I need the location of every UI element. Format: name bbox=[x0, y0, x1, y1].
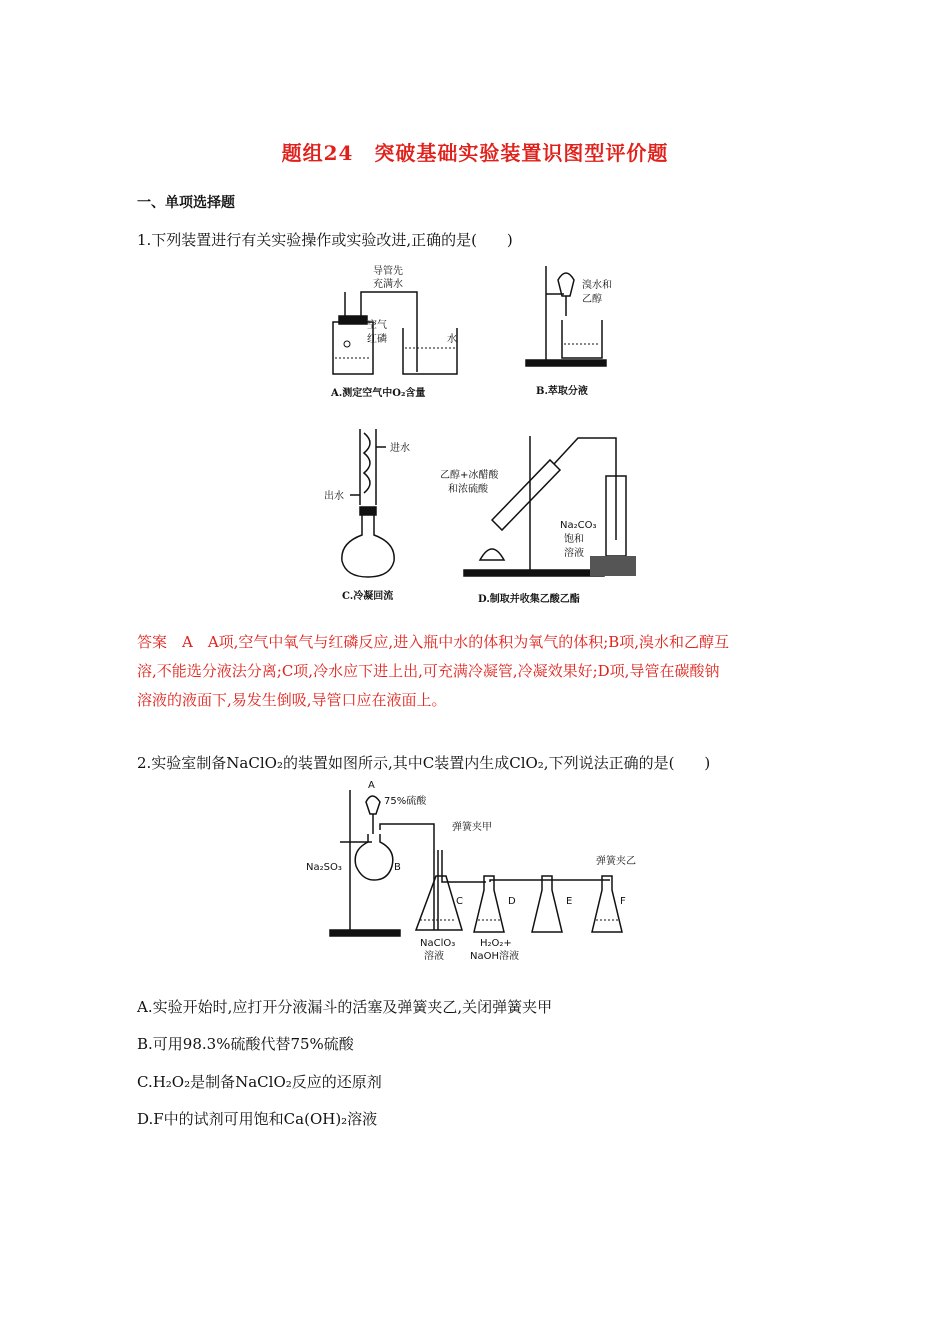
figure-c-label-out: 出水 bbox=[324, 491, 344, 502]
option-a: A.实验开始时,应打开分液漏斗的活塞及弹簧夹乙,关闭弹簧夹甲 bbox=[137, 998, 553, 1016]
answer-line: 答案 A A项,空气中氧气与红磷反应,进入瓶中水的体积为氧气的体积;B项,溴水和乙醇互 bbox=[137, 633, 730, 651]
figure-q2-label-sol: 溶液 bbox=[424, 951, 444, 962]
option-b: B.可用98.3%硫酸代替75%硫酸 bbox=[137, 1035, 354, 1053]
figure-q2-label-h2o2: H₂O₂+ bbox=[480, 938, 512, 949]
figure-q2-label-acid: 75%硫酸 bbox=[384, 796, 427, 807]
figure-q2-label-na2so3: Na₂SO₃ bbox=[306, 862, 342, 873]
option-c: C.H₂O₂是制备NaClO₂反应的还原剂 bbox=[137, 1073, 382, 1091]
figure-q2-label-clip1: 弹簧夹甲 bbox=[452, 822, 492, 833]
question-1-stem: 1.下列装置进行有关实验操作或实验改进,正确的是( ) bbox=[137, 231, 513, 249]
figure-q2-label-d: D bbox=[508, 896, 516, 907]
figure-b-label-1: 溴水和 bbox=[582, 280, 612, 291]
figure-d-label-2: 和浓硫酸 bbox=[448, 484, 488, 495]
section-heading: 一、单项选择题 bbox=[137, 195, 235, 211]
figure-b-caption: B.萃取分液 bbox=[536, 386, 588, 397]
figure-q2-label-c: C bbox=[456, 896, 463, 907]
page-title: 题组24 突破基础实验装置识图型评价题 bbox=[281, 141, 669, 165]
figure-d bbox=[440, 430, 640, 608]
figure-q2-label-clip2: 弹簧夹乙 bbox=[596, 856, 636, 867]
figure-q2-label-naoh: NaOH溶液 bbox=[470, 951, 519, 962]
figure-c bbox=[320, 425, 440, 605]
figure-a bbox=[325, 262, 475, 402]
figure-a-label-air: 空气 bbox=[367, 320, 387, 331]
figure-a-label-water: 水 bbox=[447, 334, 457, 345]
figure-c-label-in: 进水 bbox=[390, 443, 410, 454]
figure-d-label-sat: 饱和 bbox=[564, 534, 584, 545]
figure-c-caption: C.冷凝回流 bbox=[342, 591, 394, 602]
figure-q2-label-f: F bbox=[620, 896, 626, 907]
figure-b bbox=[520, 258, 640, 402]
figure-b-label-2: 乙醇 bbox=[582, 294, 602, 305]
answer-line: 溶,不能选分液法分离;C项,冷水应下进上出,可充满冷凝管,冷凝效果好;D项,导管在碳酸钠 bbox=[137, 662, 720, 680]
figure-q2-label-naclo3: NaClO₃ bbox=[420, 938, 456, 949]
figure-q2-label-e: E bbox=[566, 896, 573, 907]
answer-line: 溶液的液面下,易发生倒吸,导管口应在液面上。 bbox=[137, 691, 447, 709]
figure-a-label-p: 红磷 bbox=[367, 334, 387, 345]
figure-d-label-sol: 溶液 bbox=[564, 548, 584, 559]
option-d: D.F中的试剂可用饱和Ca(OH)₂溶液 bbox=[137, 1110, 378, 1128]
figure-d-caption: D.制取并收集乙酸乙酯 bbox=[478, 594, 580, 605]
figure-q2-label-b: B bbox=[394, 862, 401, 873]
figure-q2-apparatus bbox=[300, 780, 640, 965]
figure-d-label-1: 乙醇+冰醋酸 bbox=[440, 470, 499, 481]
figure-a-caption: A.测定空气中O₂含量 bbox=[331, 388, 426, 399]
figure-q2-label-a: A bbox=[368, 780, 375, 791]
figure-a-label-tube2: 充满水 bbox=[373, 279, 403, 290]
question-2-stem: 2.实验室制备NaClO₂的装置如图所示,其中C装置内生成ClO₂,下列说法正确的是( ) bbox=[137, 754, 711, 772]
figure-d-label-na: Na₂CO₃ bbox=[560, 520, 597, 531]
question-1-answer bbox=[137, 628, 827, 715]
figure-a-label-tube: 导管先 bbox=[373, 266, 403, 277]
